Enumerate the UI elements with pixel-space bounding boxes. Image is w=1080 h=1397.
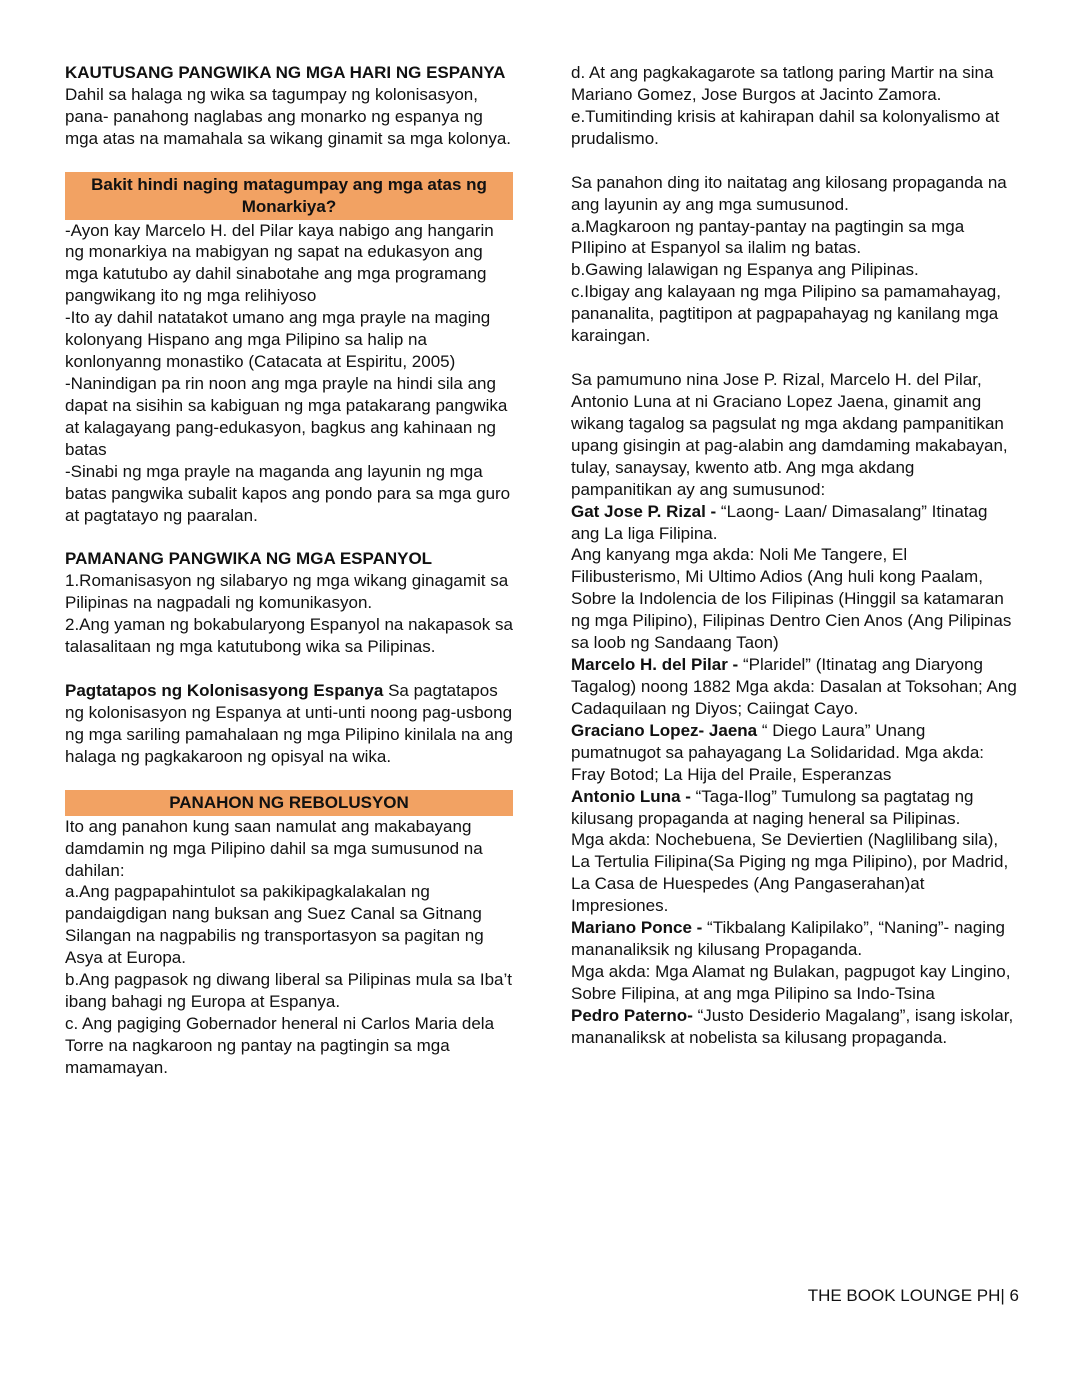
spacer [65, 150, 513, 172]
spacer [65, 658, 513, 680]
spacer [571, 347, 1019, 369]
author-name: Mariano Ponce - [571, 918, 708, 938]
author-name: Pedro Paterno- [571, 1005, 693, 1025]
paragraph: Ang kanyang mga akda: Noli Me Tangere, El Filibusterismo, Mi Ultimo Adios (Ang huli kong Paalam, Sobre la Indolencia de los Filipinas (Hinggil sa katamaran ng mga Pilipino), Filipinas Dentro Cien Anos (Ang Pilipinas sa loob ng Sandaang Taon) [571, 545, 1012, 653]
paragraph: a.Ang pagpapahintulot sa pakikipagkalakalan ng pandaigdigan nang buksan ang Suez Canal sa Gitnang Silangan na nagpabilis ng transportasyon sa pagitan ng Asya at Europa. [65, 882, 484, 968]
paragraph-text: “ Diego Laura” Unang pumatnugot sa pahayagang La Solidaridad. Mga akda: Fray Botod; La Hija del Praile, Esperanzas [571, 720, 985, 784]
paragraph-luna [571, 786, 1019, 830]
paragraph-text: “Laong- Laan/ Dimasalang” Itinatag ang La liga Filipina. [571, 501, 988, 543]
paragraph-ponce [571, 917, 1019, 961]
highlighted-header-monarkiya: Bakit hindi naging matagumpay ang mga atas ng Monarkiya? [65, 172, 513, 220]
paragraph: 1.Romanisasyon ng silabaryo ng mga wikang ginagamit sa Pilipinas na nagpadali ng komunikasyon. [65, 571, 509, 613]
paragraph-text: “Plaridel” (Itinatag ang Diaryong Tagalog) noong 1882 Mga akda: Dasalan at Toksohan; Ang Cadaquilaan ng Diyos; Caiingat Cayo. [571, 655, 1017, 718]
paragraph-text: “Justo Desiderio Magalang”, isang iskolar, mananaliksk at nobelista sa kilusang propaganda. [571, 1005, 1014, 1047]
author-name: Marcelo H. del Pilar - [571, 655, 743, 675]
paragraph: c.Ibigay ang kalayaan ng mga Pilipino sa pamamahayag, pananalita, pagtitipon at pagpapahayag ng kanilang mga karaingan. [571, 282, 1001, 346]
section-heading-pamanang: PAMANANG PANGWIKA NG MGA ESPANYOL [65, 549, 433, 569]
paragraph-plaridel [571, 654, 1019, 720]
paragraph-kautusang [65, 62, 513, 150]
paragraph: -Sinabi ng mga prayle na maganda ang layunin ng mga batas pangwika subalit kapos ang pondo para sa mga guro at pagtatayo ng paaralan. [65, 461, 511, 525]
inline-heading: KAUTUSANG PANGWIKA NG MGA HARI NG ESPANYA [65, 63, 506, 82]
spacer [65, 526, 513, 548]
paragraph: b.Gawing lalawigan ng Espanya ang Pilipinas. [571, 260, 919, 280]
footer-text: THE BOOK LOUNGE PH| 6 [807, 1286, 1019, 1305]
author-name: Antonio Luna - [571, 786, 696, 806]
paragraph: d. At ang pagkakagarote sa tatlong paring Martir na sina Mariano Gomez, Jose Burgos at Jacinto Zamora. [571, 63, 994, 104]
paragraph-text: “Tikbalang Kalipilako”, “Naning”- naging mananaliksik ng kilusang Propaganda. [571, 918, 1005, 960]
paragraph: Sa panahon ding ito naitatag ang kilosang propaganda na ang layunin ay ang mga sumusunod. [571, 172, 1007, 214]
paragraph: 2.Ang yaman ng bokabularyong Espanyol na nakapasok sa talasalitaan ng mga katutubong wika sa Pilipinas. [65, 615, 513, 657]
author-name: Graciano Lopez- Jaena [571, 720, 758, 740]
paragraph: Sa pamumuno nina Jose P. Rizal, Marcelo H. del Pilar, Antonio Luna at ni Graciano Lopez Jaena, ginamit ang wikang tagalog sa pagsulat ng mga akdang pampanitikan upang gisingin at pag-alabin ang damdaming makabayan, tulay, sanaysay, kwento atb. Ang mga akdang pampanitikan ay ang sumusunod: [571, 370, 1008, 499]
highlighted-header-rebolusyon: PANAHON NG REBOLUSYON [65, 790, 513, 816]
paragraph: Mga akda: Mga Alamat ng Bulakan, pagpugot kay Lingino, Sobre Filipina, at ang mga Pilipino sa Indo-Tsina [571, 961, 1011, 1003]
paragraph: c. Ang pagiging Gobernador heneral ni Carlos Maria dela Torre na nagkaroon ng pantay na pagtingin sa mga mamamayan. [65, 1013, 495, 1077]
page-footer [808, 1285, 1019, 1307]
left-column [65, 62, 513, 1079]
paragraph: Ito ang panahon kung saan namulat ang makabayang damdamin ng mga Pilipino dahil sa mga sumusunod na dahilan: [65, 816, 483, 880]
paragraph-text: Dahil sa halaga ng wika sa tagumpay ng kolonisasyon, pana- panahong naglabas ang monarko ng espanya ng mga atas na mamahala sa wikang ginamit sa mga kolonya. [65, 84, 512, 148]
paragraph-jaena [571, 720, 1019, 786]
spacer [65, 768, 513, 790]
paragraph-text: “Taga-Ilog” Tumulong sa pagtatag ng kilusang propaganda at naging heneral sa Pilipinas. [571, 786, 974, 828]
inline-heading: Pagtatapos ng Kolonisasyong Espanya [65, 681, 384, 701]
paragraph: -Nanindigan pa rin noon ang mga prayle na hindi sila ang dapat na sisihin sa kabiguan ng mga patakarang pangwika at kalagayang pang-edukasyon, bagkus ang kahinaan ng batas [65, 373, 508, 459]
spacer [571, 150, 1019, 172]
paragraph: -Ayon kay Marcelo H. del Pilar kaya nabigo ang hangarin ng monarkiya na mabigyan ng sapat na edukasyon ang mga katutubo ay dahil sinabotahe ang mga programang pangwikang ito ng mga relihiyoso [65, 220, 494, 306]
paragraph: a.Magkaroon ng pantay-pantay na pagtingin sa mga PIlipino at Espanyol sa ilalim ng batas. [571, 216, 965, 258]
paragraph: -Ito ay dahil natatakot umano ang mga prayle na maging kolonyang Hispano ang mga Pilipino sa halip na konlonyanng monastiko (Catacata at Espiritu, 2005) [65, 308, 491, 372]
paragraph-text: Sa pagtatapos ng kolonisasyon ng Espanya at unti-unti noong pag-usbong ng mga sariling pamahalaan ng mga Pilipino kinilala na ang halaga ng pagkakaroon ng opisyal na wika. [65, 681, 513, 766]
right-column [571, 62, 1019, 1079]
paragraph-rizal [571, 501, 1019, 545]
paragraph-pagtatapos [65, 680, 513, 768]
paragraph: Mga akda: Nochebuena, Se Deviertien (Naglilibang sila), La Tertulia Filipina(Sa Piging ng mga Pilipino), por Madrid, La Casa de Huespedes (Ang Pangaserahan)at Impresiones. [571, 830, 1009, 916]
paragraph: b.Ang pagpasok ng diwang liberal sa Pilipinas mula sa Iba’t ibang bahagi ng Europa at Espanya. [65, 970, 512, 1012]
paragraph-paterno [571, 1005, 1019, 1049]
two-column-layout [65, 62, 1019, 1079]
paragraph: e.Tumitinding krisis at kahirapan dahil sa kolonyalismo at prudalismo. [571, 106, 1000, 148]
author-name: Gat Jose P. Rizal - [571, 501, 721, 521]
